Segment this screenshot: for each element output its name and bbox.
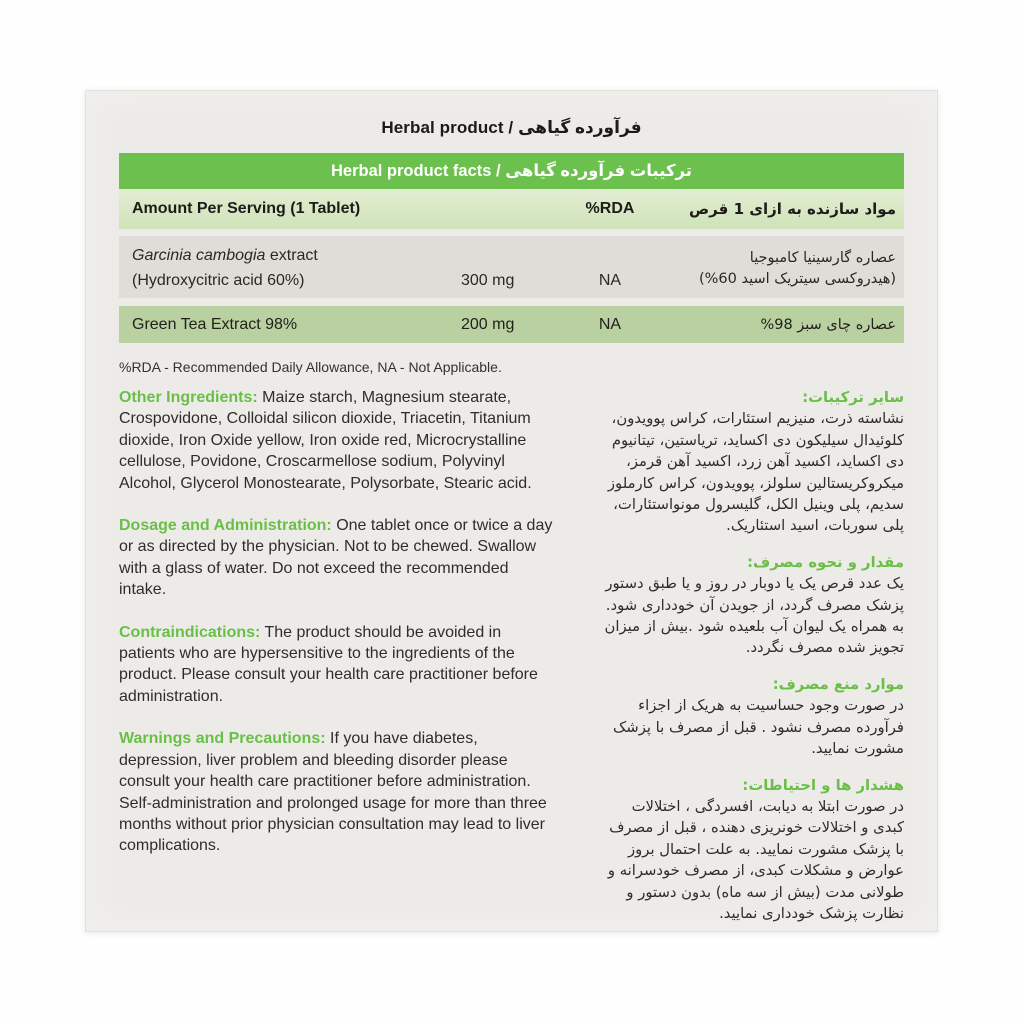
ingredient-amount: 200 mg bbox=[461, 315, 515, 333]
section-body: Maize starch, Magnesium stearate, Crospovidone, Colloidal silicon dioxide, Triacetin, Titanium dioxide, Iron Oxide yellow, Iron oxide red, Microcrystalline cellulose, Povidone, Croscarmellose sodium, Polyvinyl Alcohol, Glycerol Monostearate, Polysorbate, Stearic acid. bbox=[119, 389, 532, 492]
ingredient-name-detail: (Hydroxycitric acid 60%) bbox=[132, 272, 305, 289]
section-heading: Contraindications: bbox=[119, 623, 261, 641]
section-heading: Other Ingredients: bbox=[119, 389, 258, 406]
section-body: One tablet once or twice a day or as directed by the physician. Not to be chewed. Swallow with a glass of water. Do not exceed the recommended intake. bbox=[119, 517, 553, 599]
ingredient-rda: NA bbox=[598, 272, 622, 289]
section-heading: سایر ترکیبات: bbox=[802, 389, 904, 406]
table-row-garcinia bbox=[119, 236, 904, 298]
label-body-columns bbox=[119, 387, 904, 939]
section-dosage-en bbox=[119, 515, 556, 601]
ingredient-amount: 300 mg bbox=[461, 272, 515, 289]
product-label-card bbox=[85, 90, 938, 932]
persian-column bbox=[597, 387, 904, 939]
section-contraindications-en bbox=[119, 622, 556, 708]
ingredient-name: Green Tea Extract 98% bbox=[132, 315, 298, 333]
section-heading: Warnings and Precautions: bbox=[119, 730, 326, 748]
section-body: If you have diabetes, depression, liver problem and bleeding disorder please consult your health care practitioner before administration. Self-administration and prolonged usage for more than three months without prior physician consultation may lead to liver complications. bbox=[119, 730, 547, 855]
section-contraindications-fa bbox=[597, 674, 904, 760]
section-heading: موارد منع مصرف: bbox=[772, 675, 904, 693]
table-row-green-tea bbox=[119, 306, 904, 343]
section-warnings-en bbox=[119, 728, 556, 856]
section-heading: هشدار ها و احتیاطات: bbox=[742, 776, 904, 794]
rda-footnote: %RDA - Recommended Daily Allowance, NA - Not Applicable. bbox=[119, 359, 502, 375]
ingredient-rda: NA bbox=[598, 315, 622, 333]
ingredient-name: Garcinia cambogia extract (Hydroxycitric acid 60%) bbox=[132, 247, 461, 290]
table-header-row bbox=[119, 189, 904, 229]
header-ingredients-fa: مواد سازنده به ازای 1 قرص bbox=[689, 200, 896, 218]
ingredient-name-fa: عصاره چای سبز 98% bbox=[760, 316, 896, 333]
section-other-ingredients-fa bbox=[597, 387, 904, 537]
page-title: Herbal product / فرآورده گیاهی bbox=[381, 118, 642, 137]
english-column bbox=[119, 387, 556, 939]
section-warnings-fa bbox=[597, 775, 904, 925]
facts-header-title: Herbal product facts / ترکیبات فرآورده گیاهی bbox=[330, 162, 693, 180]
section-body: در صورت وجود حساسیت به هریک از اجزاء فرآورده مصرف نشود . قبل از مصرف با پزشک مشورت نمایید. bbox=[613, 697, 904, 758]
header-rda: %RDA bbox=[585, 200, 635, 217]
header-amount-per-serving: Amount Per Serving (1 Tablet) bbox=[132, 200, 361, 217]
section-dosage-fa bbox=[597, 552, 904, 659]
section-other-ingredients-en bbox=[119, 387, 556, 494]
section-body: نشاسته ذرت، منیزیم استئارات، کراس پوویدون، کلوئیدال سیلیکون دی اکساید، تریاستین، تیتانیوم دی اکساید، اکسید آهن زرد، اکسید آهن قرمز، میکروکریستالین سلولز، پوویدون، کراس کارملوز سدیم، پلی وینیل الکل، گلیسرول مونواستئارات، پلی سوربات، اسید استئاریک. bbox=[607, 410, 904, 535]
section-body: در صورت ابتلا به دیابت، افسردگی ، اختلالات کبدی و اختلالات خونریزی دهنده ، قبل از مصرف با پزشک مشورت نمایید. به علت احتمال بروز عوارض و مشکلات کبدی، از مصرف خودسرانه و طولانی مدت (بیش از سه ماه) بدون دستور و نظارت پزشک خودداری نمایید. bbox=[607, 797, 904, 922]
section-heading: مقدار و نحوه مصرف: bbox=[747, 553, 904, 571]
facts-header-bar bbox=[119, 153, 904, 189]
ingredient-name-fa: عصاره گارسینیا کامبوجیا (هیدروکسی سیتریک اسید 60%) bbox=[698, 250, 896, 287]
section-heading: Dosage and Administration: bbox=[119, 517, 332, 535]
section-body: یک عدد قرص یک یا دوبار در روز و یا طبق دستور پزشک مصرف گردد، از جویدن آن خودداری شود. به همراه یک لیوان آب بلعیده شود .بیش از میزان تجویز شده مصرف نگردد. bbox=[604, 575, 904, 657]
section-body: The product should be avoided in patients who are hypersensitive to the ingredients of the product. Please consult your health care practitioner before administration. bbox=[119, 623, 538, 705]
ingredient-name-latin: Garcinia cambogia bbox=[132, 247, 266, 264]
